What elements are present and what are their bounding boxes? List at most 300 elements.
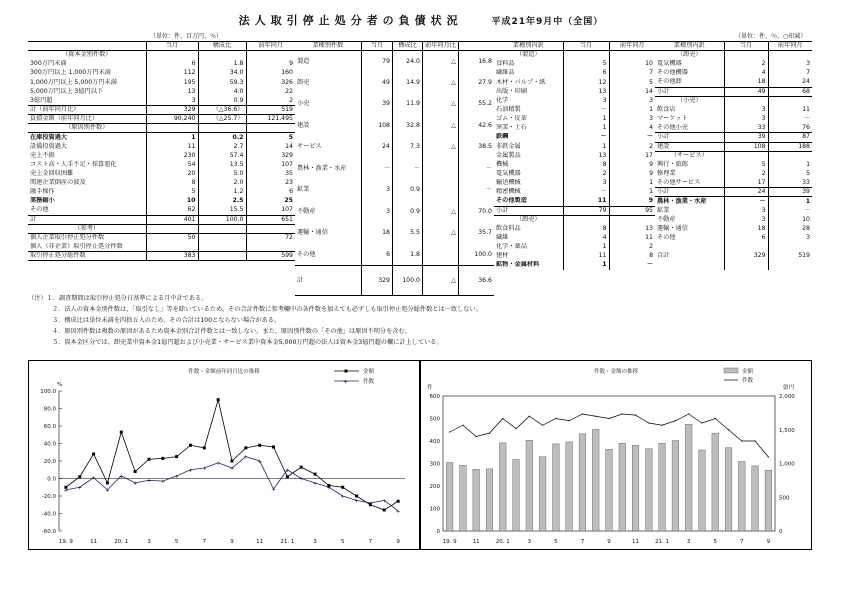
table-header-cell: 構成比 <box>393 42 423 51</box>
cell-value <box>609 51 655 60</box>
row-label <box>655 243 724 252</box>
cell-value: － <box>768 206 812 215</box>
data-point-amount <box>147 458 150 461</box>
table-row <box>494 133 655 142</box>
bar-amount <box>499 443 506 531</box>
cell-value: 42.6 <box>458 115 494 137</box>
table-row <box>28 151 295 160</box>
cell-value: 1.8 <box>198 60 246 69</box>
table-row <box>295 244 494 266</box>
row-label: 鉱物・金属材料 <box>496 261 540 269</box>
row-label: 飲食料品 <box>496 224 521 232</box>
cell-value: 6 <box>563 69 609 78</box>
data-point-count: + <box>160 479 166 486</box>
page-title <box>0 12 842 28</box>
table-row <box>28 105 295 114</box>
bar-amount <box>699 450 706 531</box>
row-label: 融手操作 <box>30 188 55 196</box>
data-point-count <box>476 436 477 437</box>
y-axis-label: % <box>57 382 63 388</box>
table-row <box>494 224 655 233</box>
row-label: 小売 <box>297 100 310 108</box>
data-point-count <box>648 422 649 423</box>
table-row <box>28 179 295 188</box>
cell-value: 16.8 <box>458 51 494 73</box>
x-tick-label: 21. 1 <box>655 539 670 545</box>
cell-value: 95 <box>609 206 655 215</box>
data-point-count <box>701 422 702 423</box>
table-row <box>655 151 812 160</box>
cell-value: － <box>458 180 494 202</box>
table-row <box>28 215 295 224</box>
row-label: 製造 <box>297 57 310 65</box>
bar-amount <box>473 469 480 531</box>
unit-left: （単位：件、百万円、％） <box>150 33 223 40</box>
bar-amount <box>646 449 653 531</box>
cell-value <box>724 243 768 252</box>
table-row <box>655 69 812 78</box>
y-tick-label: 100.0 <box>40 389 56 395</box>
cell-value: 24 <box>768 78 812 87</box>
cell-value: 1 <box>563 243 609 252</box>
table-row <box>295 201 494 223</box>
legend-swatch-amount <box>724 368 738 373</box>
line-chart <box>29 361 419 549</box>
data-point-count: + <box>395 508 401 515</box>
row-label: 個人（非企業）取引停止処分件数 <box>30 242 123 250</box>
cell-value: 599 <box>246 252 295 261</box>
data-point-count: + <box>368 501 373 507</box>
table-row <box>494 233 655 242</box>
table-row <box>28 69 295 78</box>
data-point-count <box>662 425 663 426</box>
data-point-count <box>741 440 742 441</box>
legend-label-amount: 金額 <box>742 369 754 375</box>
table-row <box>655 261 812 270</box>
cell-value: 22 <box>246 87 295 96</box>
data-point-count: + <box>202 466 207 472</box>
cell-value <box>146 224 198 233</box>
cell-value: 8 <box>609 252 655 261</box>
row-label: 小計 <box>655 133 724 142</box>
cell-value <box>768 96 812 105</box>
row-label: 関連企業倒産の波及 <box>30 179 86 187</box>
cell-value: △ <box>422 72 458 94</box>
cell-value: △ <box>422 201 458 223</box>
table-row <box>494 169 655 178</box>
cell-value: 3 <box>146 96 198 105</box>
table-row <box>655 78 812 87</box>
cell-value <box>724 151 768 160</box>
note-2: ２．法人の資本金別件数は、「取引なし」等を除いているため、その合計件数に参考欄中の各件数を加えても必ずしも取引停止処分総件数とは一致しない。 <box>52 306 482 313</box>
row-label: （原因別件数） <box>28 124 146 133</box>
x-tick-label: 5 <box>340 539 345 545</box>
cell-value: 3 <box>724 206 768 215</box>
bar-amount <box>712 433 719 531</box>
x-tick-label: 9 <box>230 539 234 545</box>
cell-value <box>768 261 812 270</box>
cell-value: 108 <box>361 115 392 137</box>
data-point-count <box>502 418 503 419</box>
table-row <box>655 96 812 105</box>
cell-value: － <box>361 158 392 180</box>
y-tick-label: 400 <box>429 439 440 445</box>
cell-value: 1.8 <box>393 244 423 266</box>
series-line-amount <box>63 400 398 510</box>
y-tick-label: 20.0 <box>43 459 56 465</box>
table-row <box>494 69 655 78</box>
row-label: 化学・薬品 <box>496 243 527 251</box>
row-label <box>655 261 724 270</box>
cell-value: 5 <box>724 160 768 169</box>
row-label: 非鉄金属 <box>496 142 521 150</box>
row-label: 業務縮小 <box>30 197 55 205</box>
row-label: 飲食店 <box>657 105 676 113</box>
table-row <box>28 96 295 105</box>
row-label: 鉱業 <box>297 186 310 194</box>
cell-value: － <box>609 133 655 142</box>
cell-value: － <box>393 158 423 180</box>
row-label: 小計 <box>655 87 724 96</box>
chart-title: 件数・金額前年同月比の推移 <box>188 369 260 375</box>
table-row <box>655 252 812 261</box>
x-tick-label: 19. 9 <box>58 539 73 545</box>
cell-value: 2.0 <box>198 179 246 188</box>
data-point-amount <box>189 444 192 447</box>
cell-value: 6 <box>246 188 295 197</box>
row-label: その他サービス <box>657 178 701 186</box>
data-point-amount <box>120 431 123 434</box>
cell-value: 329 <box>146 105 198 114</box>
cell-value: △ <box>422 266 458 296</box>
cell-value: 1 <box>146 133 198 142</box>
x-tick-label: 9 <box>396 539 400 545</box>
table-row <box>655 215 812 224</box>
cell-value: 100.0 <box>393 266 423 296</box>
cell-value: 24.0 <box>393 51 423 73</box>
cell-value: 10 <box>768 215 812 224</box>
row-label: 計（前年同月比） <box>28 105 146 114</box>
cell-value: 59.3 <box>198 78 246 87</box>
cell-value <box>198 243 246 252</box>
row-label: サービス <box>297 143 322 151</box>
cell-value <box>246 224 295 233</box>
x-tick-label: 3 <box>147 539 151 545</box>
cell-value: 11 <box>563 197 609 206</box>
cell-value: － <box>563 133 609 142</box>
table-row <box>655 224 812 233</box>
title-text: 法人取引停止処分者の負債状況 <box>238 14 463 27</box>
x-tick-label: 5 <box>713 539 717 545</box>
x-tick-label: 3 <box>313 539 317 545</box>
cell-value: 4.0 <box>198 87 246 96</box>
cell-value: 1 <box>609 179 655 188</box>
cell-value: 15.5 <box>198 206 246 215</box>
cell-value: 13 <box>146 87 198 96</box>
cell-value: 11.9 <box>393 94 423 116</box>
cell-value: 4 <box>609 124 655 133</box>
data-point-count <box>675 420 676 421</box>
cell-value: 49 <box>724 87 768 96</box>
cell-value: 35.7 <box>458 223 494 245</box>
table-header-cell: 当月 <box>361 42 392 51</box>
cell-value: 2 <box>724 60 768 69</box>
table-row <box>655 160 812 169</box>
table-row <box>494 151 655 160</box>
row-label: その他小売 <box>657 123 688 131</box>
notes <box>28 293 482 348</box>
row-label: その他 <box>30 206 49 214</box>
bar-amount <box>460 465 467 531</box>
cell-value <box>146 243 198 252</box>
data-point-count: + <box>312 480 318 487</box>
row-label: その他卸 <box>657 78 682 86</box>
cell-value <box>768 51 812 60</box>
table-row <box>494 124 655 133</box>
row-label: 化学 <box>496 96 509 104</box>
data-point-count: + <box>132 480 138 487</box>
legend-marker-amount <box>345 370 348 373</box>
cell-value: 24 <box>361 137 392 159</box>
data-point-count <box>555 418 556 419</box>
cell-value: 1 <box>563 142 609 151</box>
row-label: 計 <box>28 215 146 224</box>
cell-value: 90,240 <box>146 115 198 124</box>
data-point-count: + <box>354 498 359 505</box>
cell-value: 6 <box>361 244 392 266</box>
x-tick-label: 5 <box>554 539 558 545</box>
data-point-count <box>449 431 450 432</box>
data-point-count: + <box>340 494 346 500</box>
table-header-cell <box>28 42 146 51</box>
table-row <box>655 87 812 96</box>
bar-amount <box>566 442 573 531</box>
data-point-amount <box>272 446 275 449</box>
row-label: 在庫投資過大 <box>30 133 68 141</box>
cell-value: 8 <box>563 160 609 169</box>
cell-value <box>768 243 812 252</box>
table-header-cell: 当月 <box>146 42 198 51</box>
cell-value: 329 <box>361 266 392 296</box>
row-label: マーケット <box>657 115 688 123</box>
cell-value: 3 <box>768 60 812 69</box>
data-point-amount <box>231 460 234 463</box>
row-label: 輸送機械 <box>496 179 521 187</box>
cell-value: 9 <box>609 160 655 169</box>
note-1: （注）１．調査期間は取引停止処分日基準による月中計である。 <box>28 295 208 302</box>
row-label: その他 <box>657 233 676 241</box>
row-label: 農林・漁業・水産 <box>657 197 707 205</box>
data-point-count <box>754 440 755 441</box>
row-label: 5,000万円以上 3億円以下 <box>30 87 104 95</box>
table-row <box>655 133 812 142</box>
note-3: ３．構成比は単位未満を四捨五入のため、その合計は100とならない場合がある。 <box>52 317 281 324</box>
row-label: 電気機器 <box>496 169 521 177</box>
cell-value: 20 <box>146 169 198 178</box>
cell-value: △ <box>422 115 458 137</box>
row-label: 個人企業取引停止処分件数 <box>30 234 105 242</box>
cell-value: 11 <box>146 142 198 151</box>
cell-value: 2 <box>609 243 655 252</box>
table-row <box>494 87 655 96</box>
cell-value: 188 <box>768 142 812 151</box>
cell-value: 70.0 <box>458 201 494 223</box>
row-label: 運輸・通信 <box>297 229 328 237</box>
cell-value <box>198 233 246 242</box>
cell-value: 519 <box>768 252 812 261</box>
row-label: 負債金額（前年同月比） <box>28 115 146 124</box>
data-point-amount <box>161 457 164 460</box>
data-point-amount <box>341 486 344 489</box>
table-header-cell: 前年同月 <box>609 42 655 51</box>
table-header-cell: 業種別内訳 <box>655 42 724 51</box>
data-point-count: + <box>215 460 221 467</box>
row-label: 計 <box>295 266 361 296</box>
legend-label-count: 件数 <box>742 378 754 384</box>
cell-value: 6 <box>724 233 768 242</box>
table-row <box>655 142 812 151</box>
table-header-cell: 前年同月 <box>768 42 812 51</box>
cell-value: 5 <box>768 169 812 178</box>
cell-value: 72 <box>246 233 295 242</box>
cell-value: 68 <box>768 87 812 96</box>
cell-value: 112 <box>146 69 198 78</box>
table-row <box>494 142 655 151</box>
cell-value: △ <box>422 94 458 116</box>
row-label: その他機器 <box>657 69 688 77</box>
table-row <box>494 179 655 188</box>
row-label: ゴム・皮革 <box>496 115 527 123</box>
y-tick-label: -20.0 <box>41 494 56 500</box>
bar-amount <box>725 448 732 531</box>
y2-axis-label: 億円 <box>783 385 795 391</box>
row-label: 修理業 <box>657 169 676 177</box>
y-tick-label: 600 <box>429 394 440 400</box>
cell-value <box>198 124 246 133</box>
bar-amount <box>606 449 613 531</box>
table-row <box>28 160 295 169</box>
cell-value: 1 <box>563 261 609 270</box>
row-label: コスト高・人手不足・採算悪化 <box>30 160 117 168</box>
table-row <box>655 51 812 60</box>
cell-value: 121,495 <box>246 115 295 124</box>
y2-tick-label: 0 <box>779 529 783 535</box>
table-row <box>295 180 494 202</box>
data-point-amount <box>217 398 220 401</box>
legend-label-count: 件数 <box>363 379 375 385</box>
table-row <box>655 206 812 215</box>
cell-value: 33 <box>768 179 812 188</box>
cell-value: 17 <box>724 179 768 188</box>
bar-amount <box>513 459 520 531</box>
data-point-count: + <box>146 478 152 485</box>
data-point-count <box>608 418 609 419</box>
data-point-amount <box>383 509 386 512</box>
x-tick-label: 3 <box>686 539 691 545</box>
table-row <box>655 169 812 178</box>
cell-value: 1 <box>609 188 655 197</box>
cell-value: 49 <box>361 72 392 94</box>
cell-value: 230 <box>146 151 198 160</box>
cell-value: － <box>768 115 812 124</box>
cell-value: 1 <box>609 105 655 114</box>
table-header-cell: 当月 <box>563 42 609 51</box>
y-tick-label: 500 <box>429 416 440 423</box>
cell-value: 329 <box>724 252 768 261</box>
data-point-amount <box>397 500 400 503</box>
cell-value: 519 <box>246 105 295 114</box>
cell-value: 27.9 <box>458 72 494 94</box>
cell-value: 5 <box>146 188 198 197</box>
cell-value: 3 <box>724 115 768 124</box>
x-tick-label: 20. 1 <box>495 539 510 545</box>
table-row <box>295 266 494 296</box>
x-tick-label: 11 <box>472 539 480 545</box>
x-tick-label: 5 <box>174 539 179 545</box>
data-point-count <box>622 413 623 414</box>
row-label: 小計 <box>494 206 563 215</box>
data-point-count: + <box>381 498 387 505</box>
table-row <box>28 169 295 178</box>
x-tick-label: 7 <box>202 539 207 545</box>
row-label: 農林・漁業・水産 <box>297 164 347 172</box>
cell-value <box>146 124 198 133</box>
cell-value: 13 <box>609 224 655 233</box>
data-point-count <box>515 428 516 429</box>
cell-value: 87 <box>768 133 812 142</box>
y2-tick-label: 1,500 <box>779 427 795 434</box>
data-point-amount <box>244 446 247 449</box>
table-row <box>28 87 295 96</box>
cell-value: 3 <box>609 115 655 124</box>
note-5: ５．資本金区分では、卸売業中資本金1億円超および小売業・サービス業中資本金5,000万円超の法人は資本金3億円超の欄に計上している。 <box>52 339 443 346</box>
cell-value <box>724 261 768 270</box>
table-header-cell: 業種別件数 <box>295 42 361 51</box>
row-label: 興行・旅館 <box>657 160 688 168</box>
data-point-count <box>569 420 570 421</box>
industry-table <box>295 41 494 296</box>
data-point-count <box>582 413 583 414</box>
table-header-cell: 構成比 <box>198 42 246 51</box>
y-tick-label: -40.0 <box>41 511 56 518</box>
data-point-count <box>688 413 689 414</box>
cell-value: 5 <box>609 78 655 87</box>
data-point-amount <box>286 475 289 478</box>
row-label: 運輸・通信 <box>657 224 688 232</box>
bar-amount <box>632 445 639 531</box>
table-row <box>494 243 655 252</box>
cell-value: － <box>458 158 494 180</box>
cell-value: 5 <box>563 60 609 69</box>
cell-value: 2.7 <box>198 142 246 151</box>
cell-value: 3 <box>563 179 609 188</box>
row-label: 金属製品 <box>496 151 521 159</box>
bar-amount <box>659 443 666 531</box>
data-point-count: + <box>188 467 193 474</box>
table-row <box>655 60 812 69</box>
cell-value: 11 <box>563 252 609 261</box>
row-label: その他製造 <box>496 197 527 205</box>
row-label: 建設 <box>655 142 724 151</box>
table-row <box>295 223 494 245</box>
data-point-amount <box>203 446 206 449</box>
row-label: 電気機器 <box>657 60 682 68</box>
cell-value <box>724 96 768 105</box>
cell-value: 9 <box>609 197 655 206</box>
row-label: 卸売 <box>297 78 310 86</box>
y-tick-label: 200 <box>429 484 440 490</box>
x-tick-label: 11 <box>632 539 640 545</box>
